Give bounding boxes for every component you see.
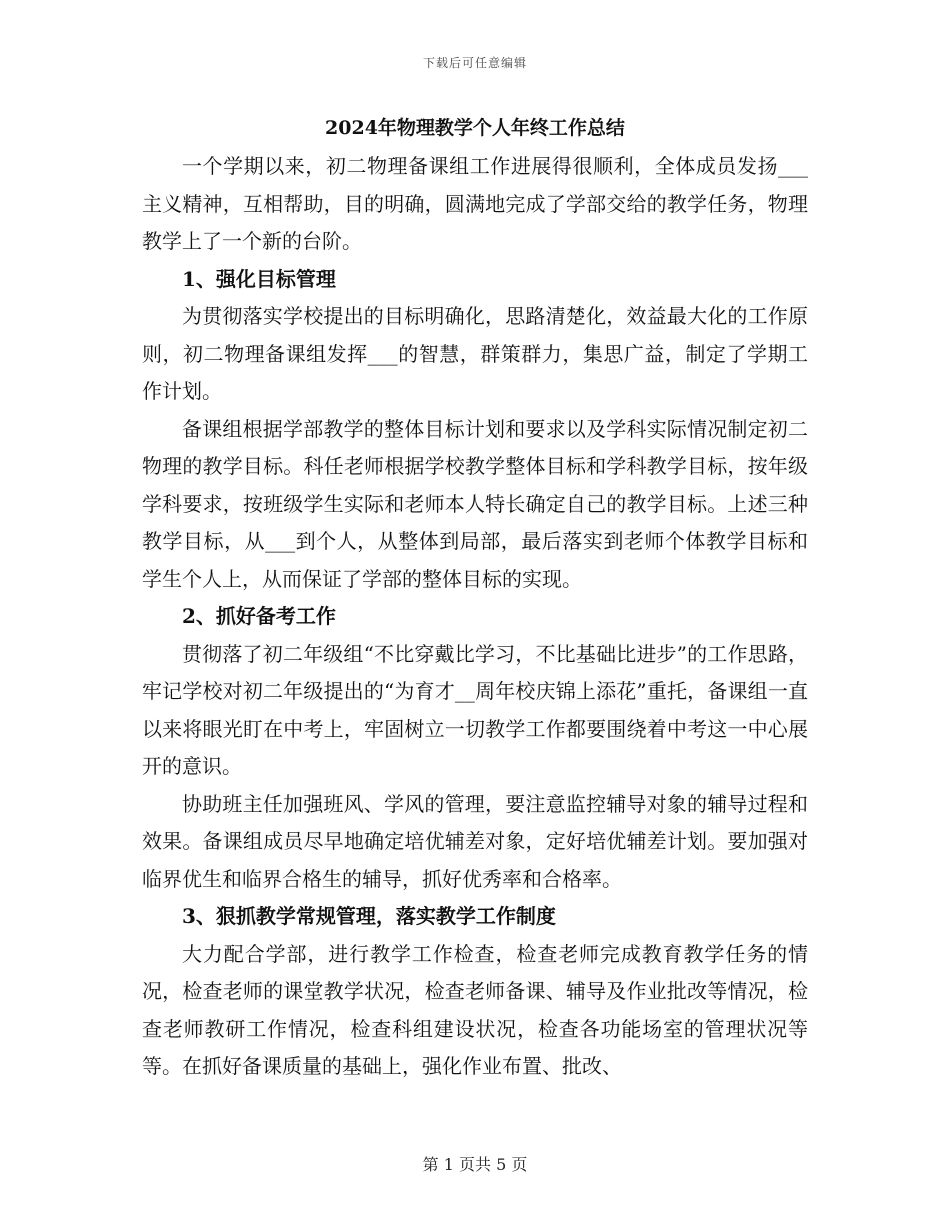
section-1-paragraph-2: 备课组根据学部教学的整体目标计划和要求以及学科实际情况制定初二物理的教学目标。科任老师根据学校教学整体目标和学科教学目标，按年级学科要求，按班级学生实际和老师本人特长确定自己的教学目标。上述三种教学目标，从___到个人，从整体到局部，最后落实到老师个体教学目标和学生个人上，从而保证了学部的整体目标的实现。: [142, 416, 808, 591]
section-3-paragraph-1: 大力配合学部，进行教学工作检查，检查老师完成教育教学任务的情况，检查老师的课堂教学状况，检查老师备课、辅导及作业批改等情况，检查老师教研工作情况，检查科组建设状况，检查各功能场室的管理状况等等。在抓好备课质量的基础上，强化作业布置、批改、: [142, 941, 808, 1078]
intro-paragraph: 一个学期以来，初二物理备课组工作进展得很顺利，全体成员发扬___主义精神，互相帮助，目的明确，圆满地完成了学部交给的教学任务，物理教学上了一个新的台阶。: [142, 154, 808, 253]
page-number: 第 1 页共 5 页: [422, 1155, 528, 1174]
page-header-note: 下载后可任意编辑: [422, 56, 527, 70]
section-heading-3: 3、狠抓教学常规管理，落实教学工作制度: [182, 904, 556, 928]
section-heading-1: 1、强化目标管理: [182, 266, 336, 291]
document-body: [142, 114, 808, 1086]
section-2-paragraph-1: 贯彻落了初二年级组“不比穿戴比学习，不比基础比进步”的工作思路，牢记学校对初二年级提出的“为育才__周年校庆锦上添花”重托，备课组一直以来将眼光盯在中考上，牢固树立一切教学工作都要围绕着中考这一中心展开的意识。: [142, 641, 808, 778]
section-heading-2: 2、抓好备考工作: [182, 604, 336, 628]
section-2-paragraph-2: 协助班主任加强班风、学风的管理，要注意监控辅导对象的辅导过程和效果。备课组成员尽早地确定培优辅差对象，定好培优辅差计划。要加强对临界优生和临界合格生的辅导，抓好优秀率和合格率。: [142, 791, 808, 891]
section-1-paragraph-1: 为贯彻落实学校提出的目标明确化，思路清楚化，效益最大化的工作原则，初二物理备课组发挥___的智慧，群策群力，集思广益，制定了学期工作计划。: [142, 304, 808, 403]
document-title: 2024年物理教学个人年终工作总结: [325, 117, 625, 139]
